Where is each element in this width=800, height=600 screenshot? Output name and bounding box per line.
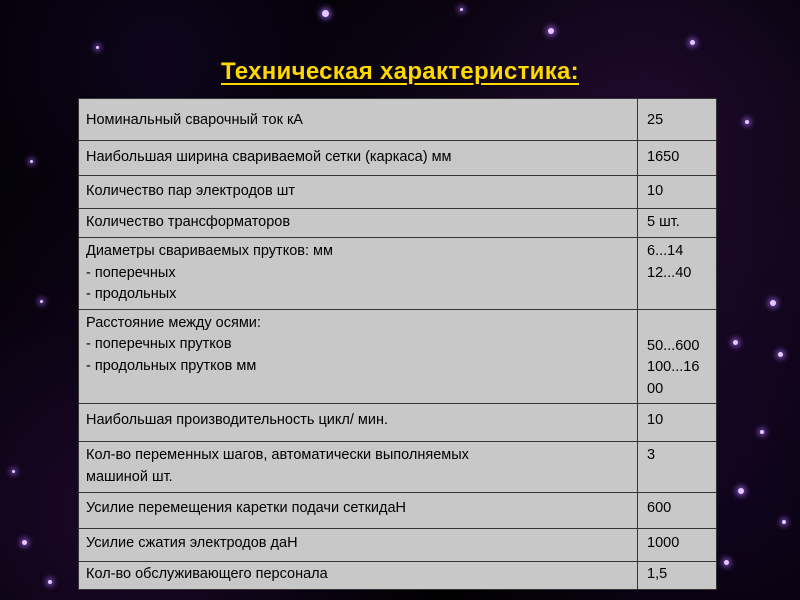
value-cell: 1,5 <box>638 562 717 590</box>
star <box>770 300 776 306</box>
star <box>48 580 52 584</box>
table-row <box>79 562 717 590</box>
star <box>322 10 329 17</box>
star <box>40 300 43 303</box>
star <box>690 40 695 45</box>
table-row <box>79 493 717 529</box>
param-cell: Усилие перемещения каретки подачи сеткидаН <box>79 493 638 529</box>
specifications-table <box>78 98 717 590</box>
star <box>745 120 749 124</box>
value-cell: 600 <box>638 493 717 529</box>
param-cell: Количество пар электродов шт <box>79 176 638 209</box>
star <box>778 352 783 357</box>
table-row <box>79 442 717 493</box>
table-row <box>79 176 717 209</box>
param-cell: Наибольшая производительность цикл/ мин. <box>79 404 638 442</box>
table-row <box>79 209 717 238</box>
param-cell: Количество трансформаторов <box>79 209 638 238</box>
star <box>22 540 27 545</box>
value-cell: 25 <box>638 99 717 141</box>
star <box>548 28 554 34</box>
star <box>460 8 463 11</box>
star <box>760 430 764 434</box>
table-row <box>79 238 717 310</box>
star <box>30 160 33 163</box>
star <box>96 46 99 49</box>
param-cell: Расстояние между осями: - поперечных прутков - продольных прутков мм <box>79 309 638 404</box>
value-cell: 6...14 12...40 <box>638 238 717 310</box>
table-row <box>79 529 717 562</box>
param-cell: Диаметры свариваемых прутков: мм - поперечных - продольных <box>79 238 638 310</box>
param-cell: Кол-во переменных шагов, автоматически выполняемых машиной шт. <box>79 442 638 493</box>
star <box>733 340 738 345</box>
param-cell: Кол-во обслуживающего персонала <box>79 562 638 590</box>
value-cell: 1000 <box>638 529 717 562</box>
param-cell: Номинальный сварочный ток кА <box>79 99 638 141</box>
value-cell: 3 <box>638 442 717 493</box>
table-row <box>79 141 717 176</box>
param-cell: Наибольшая ширина свариваемой сетки (каркаса) мм <box>79 141 638 176</box>
value-cell: 1650 <box>638 141 717 176</box>
value-cell: 5 шт. <box>638 209 717 238</box>
value-cell: 10 <box>638 176 717 209</box>
value-cell: 50...600 100...16 00 <box>638 309 717 404</box>
page-title <box>0 58 800 86</box>
value-cell: 10 <box>638 404 717 442</box>
table-row <box>79 309 717 404</box>
param-cell: Усилие сжатия электродов даН <box>79 529 638 562</box>
page-title-text: Техническая характеристика: <box>221 58 579 85</box>
star <box>782 520 786 524</box>
table-row <box>79 99 717 141</box>
star <box>738 488 744 494</box>
star <box>12 470 15 473</box>
star <box>724 560 729 565</box>
table-row <box>79 404 717 442</box>
